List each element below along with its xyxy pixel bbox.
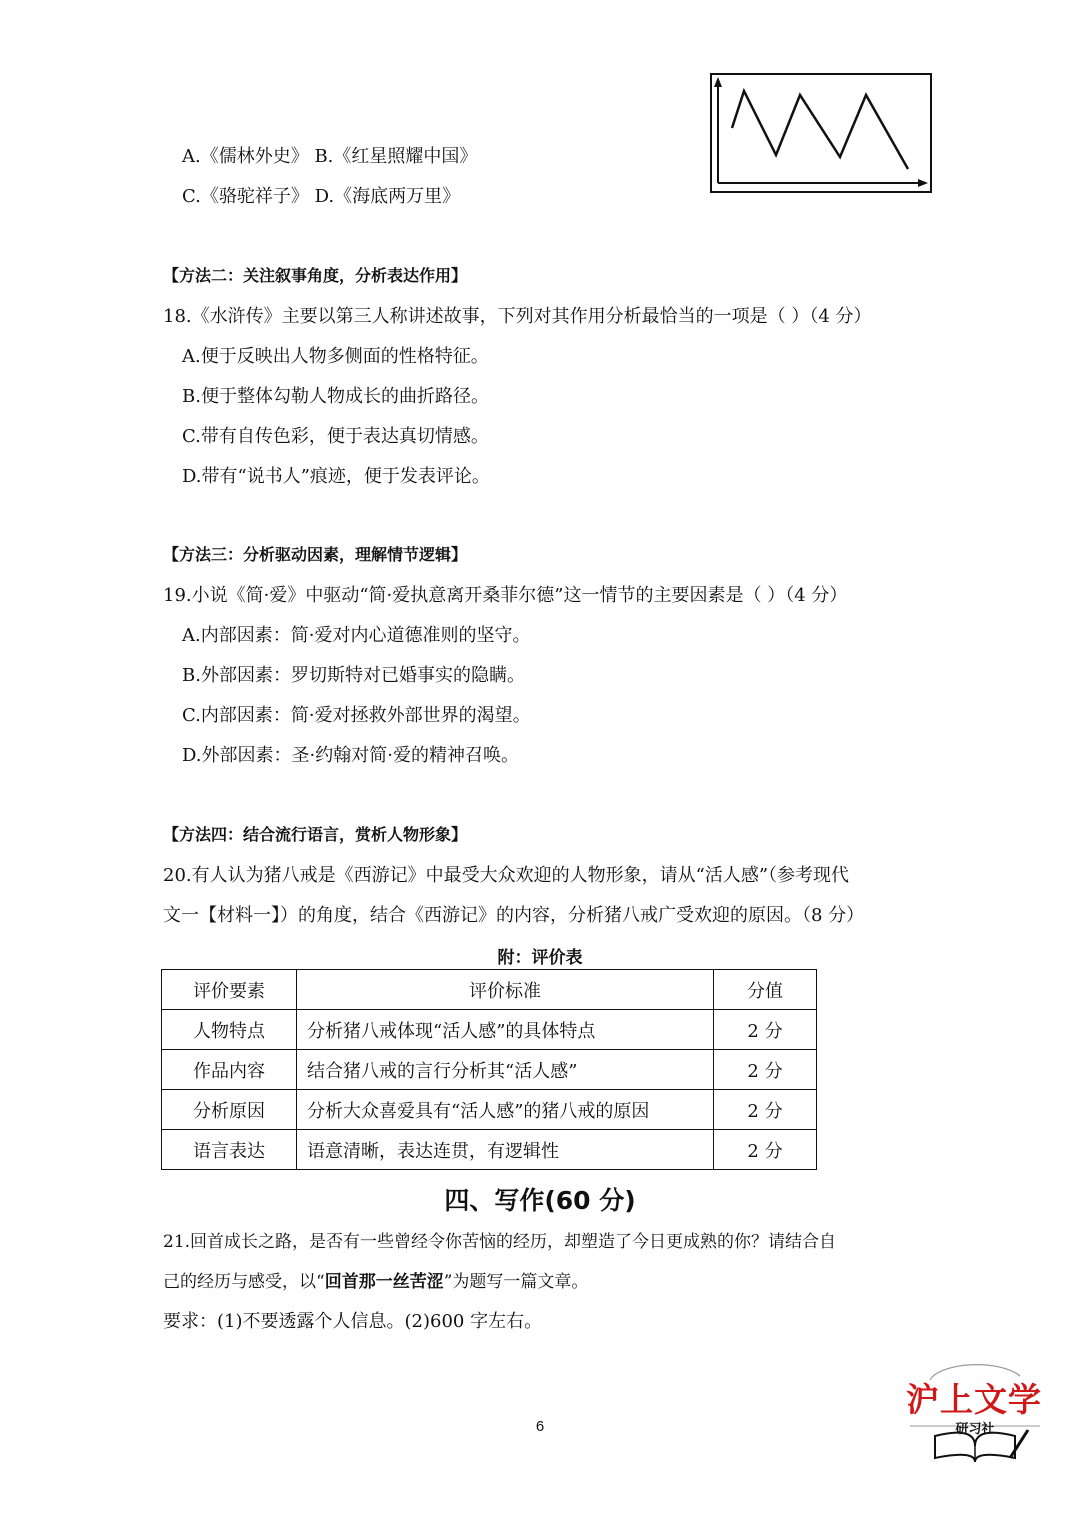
x-axis-arrow xyxy=(918,179,928,187)
table-row xyxy=(162,1010,817,1050)
essay-title: 回首那一丝苦涩 xyxy=(324,1272,444,1292)
q19-stem: 19.小说《简·爱》中驱动“简·爱执意离开桑菲尔德”这一情节的主要因素是（ ）（4 分） xyxy=(163,585,848,606)
table-cell: 2 分 xyxy=(714,1050,817,1090)
q19-option-a: A.内部因素：简·爱对内心道德准则的坚守。 xyxy=(182,625,531,646)
q21-requirements: 要求：(1)不要透露个人信息。(2)600 字左右。 xyxy=(163,1311,543,1332)
q20-line1: 20.有人认为猪八戒是《西游记》中最受大众欢迎的人物形象，请从“活人感”（参考现代 xyxy=(163,865,850,886)
table-cell: 2 分 xyxy=(714,1130,817,1170)
y-axis-arrow xyxy=(714,77,722,87)
table-cell: 2 分 xyxy=(714,1090,817,1130)
q18-option-a: A.便于反映出人物多侧面的性格特征。 xyxy=(182,346,489,367)
q19-option-d: D.外部因素：圣·约翰对简·爱的精神召唤。 xyxy=(182,745,519,766)
table-cell: 作品内容 xyxy=(162,1050,297,1090)
q18-stem: 18.《水浒传》主要以第三人称讲述故事，下列对其作用分析最恰当的一项是（ ）（4 分） xyxy=(163,306,872,327)
table-title: 附：评价表 xyxy=(497,948,583,968)
zigzag-figure xyxy=(710,73,932,193)
q18-option-b: B.便于整体勾勒人物成长的曲折路径。 xyxy=(182,386,489,407)
table-cell: 分析大众喜爱具有“活人感”的猪八戒的原因 xyxy=(297,1090,714,1130)
table-cell: 分析原因 xyxy=(162,1090,297,1130)
table-row xyxy=(162,1090,817,1130)
q21-line2-post: ”为题写一篇文章。 xyxy=(443,1272,589,1292)
table-cell: 分析猪八戒体现“活人感”的具体特点 xyxy=(297,1010,714,1050)
table-cell: 结合猪八戒的言行分析其“活人感” xyxy=(297,1050,714,1090)
table-header-cell: 评价要素 xyxy=(162,970,297,1010)
evaluation-table xyxy=(161,969,817,1170)
q19-option-b: B.外部因素：罗切斯特对已婚事实的隐瞒。 xyxy=(182,665,525,686)
q20-line2: 文一【材料一】）的角度，结合《西游记》的内容，分析猪八戒广受欢迎的原因。（8 分） xyxy=(163,905,865,926)
method4-heading: 【方法四：结合流行语言，赏析人物形象】 xyxy=(163,825,468,844)
table-header-row xyxy=(162,970,817,1010)
table-cell: 语言表达 xyxy=(162,1130,297,1170)
table-cell: 2 分 xyxy=(714,1010,817,1050)
q18-option-d: D.带有“说书人”痕迹，便于发表评论。 xyxy=(182,466,490,487)
method3-heading: 【方法三：分析驱动因素，理解情节逻辑】 xyxy=(163,545,468,564)
table-header-cell: 分值 xyxy=(714,970,817,1010)
publisher-logo xyxy=(900,1360,1050,1470)
q18-option-c: C.带有自传色彩，便于表达真切情感。 xyxy=(182,426,489,447)
q21-line2-pre: 己的经历与感受，以“ xyxy=(163,1272,325,1292)
logo-subtitle: 研习社 xyxy=(955,1422,995,1437)
table-row xyxy=(162,1050,817,1090)
q19-option-c: C.内部因素：简·爱对拯救外部世界的渴望。 xyxy=(182,705,531,726)
table-cell: 语意清晰，表达连贯，有逻辑性 xyxy=(297,1130,714,1170)
zigzag-line xyxy=(732,91,908,169)
q17-options-row1: A.《儒林外史》 B.《红星照耀中国》 xyxy=(182,146,478,167)
table-cell: 人物特点 xyxy=(162,1010,297,1050)
section-title: 四、写作(60 分) xyxy=(444,1186,636,1215)
table-row xyxy=(162,1130,817,1170)
page-number: 6 xyxy=(535,1418,545,1435)
logo-name: 沪上文学 xyxy=(906,1380,1042,1419)
q21-line1: 21.回首成长之路，是否有一些曾经令你苦恼的经历，却塑造了今日更成熟的你？请结合自 xyxy=(163,1232,837,1252)
q21-line2 xyxy=(163,1270,588,1294)
method2-heading: 【方法二：关注叙事角度，分析表达作用】 xyxy=(163,266,468,285)
q17-options-row2: C.《骆驼祥子》 D.《海底两万里》 xyxy=(182,186,461,207)
table-header-cell: 评价标准 xyxy=(297,970,714,1010)
